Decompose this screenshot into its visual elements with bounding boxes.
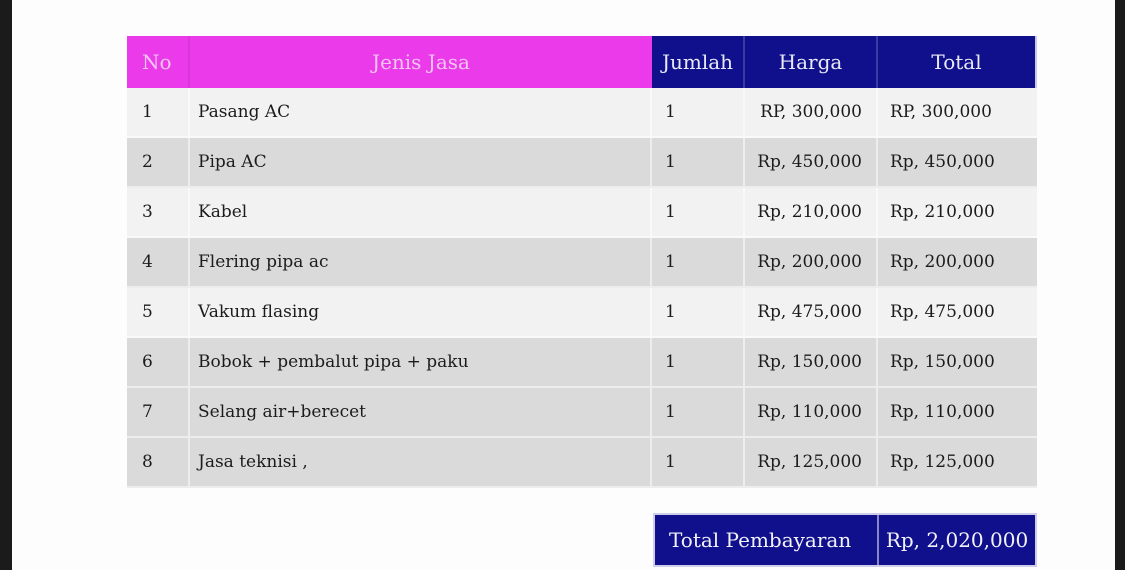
left-black-bar (0, 0, 12, 570)
row-harga-cell: Rp, 110,000 (745, 388, 878, 438)
row-harga-cell: Rp, 200,000 (745, 238, 878, 288)
row-jumlah-cell: 1 (652, 438, 745, 488)
row-no-cell: 8 (127, 438, 190, 488)
row-jenis-cell: Jasa teknisi , (190, 438, 652, 488)
row-total-cell: RP, 300,000 (878, 88, 1037, 138)
row-jumlah-cell: 1 (652, 238, 745, 288)
row-no-cell: 2 (127, 138, 190, 188)
header-no: No (127, 36, 190, 88)
row-jenis-cell: Pasang AC (190, 88, 652, 138)
table-body (127, 88, 1037, 488)
row-total-cell: Rp, 110,000 (878, 388, 1037, 438)
table-row (127, 238, 1037, 288)
row-jumlah-cell: 1 (652, 338, 745, 388)
row-no-cell: 5 (127, 288, 190, 338)
total-footer (653, 513, 1037, 567)
table-row (127, 388, 1037, 438)
header-harga: Harga (745, 36, 878, 88)
row-total-cell: Rp, 125,000 (878, 438, 1037, 488)
row-jumlah-cell: 1 (652, 88, 745, 138)
row-jenis-cell: Pipa AC (190, 138, 652, 188)
total-pembayaran-label: Total Pembayaran (655, 515, 879, 565)
row-jumlah-cell: 1 (652, 188, 745, 238)
header-jumlah: Jumlah (652, 36, 745, 88)
row-harga-cell: Rp, 475,000 (745, 288, 878, 338)
row-total-cell: Rp, 210,000 (878, 188, 1037, 238)
header-total: Total (878, 36, 1037, 88)
table-row (127, 438, 1037, 488)
table-row (127, 138, 1037, 188)
row-jumlah-cell: 1 (652, 288, 745, 338)
row-jenis-cell: Bobok + pembalut pipa + paku (190, 338, 652, 388)
row-harga-cell: Rp, 125,000 (745, 438, 878, 488)
row-jenis-cell: Vakum flasing (190, 288, 652, 338)
table-row (127, 188, 1037, 238)
row-total-cell: Rp, 150,000 (878, 338, 1037, 388)
row-jenis-cell: Kabel (190, 188, 652, 238)
total-pembayaran-value: Rp, 2,020,000 (885, 528, 1029, 552)
row-harga-cell: Rp, 210,000 (745, 188, 878, 238)
row-total-cell: Rp, 200,000 (878, 238, 1037, 288)
row-total-cell: Rp, 450,000 (878, 138, 1037, 188)
row-no-cell: 7 (127, 388, 190, 438)
row-jumlah-cell: 1 (652, 388, 745, 438)
row-harga-cell: RP, 300,000 (745, 88, 878, 138)
right-black-bar (1115, 0, 1125, 570)
table-row (127, 288, 1037, 338)
invoice-table (127, 36, 1037, 488)
row-harga-cell: Rp, 450,000 (745, 138, 878, 188)
row-jenis-cell: Selang air+berecet (190, 388, 652, 438)
table-row (127, 88, 1037, 138)
table-header-row (127, 36, 1037, 88)
row-no-cell: 1 (127, 88, 190, 138)
row-harga-cell: Rp, 150,000 (745, 338, 878, 388)
table-row (127, 338, 1037, 388)
header-jenis-jasa: Jenis Jasa (190, 36, 652, 88)
row-no-cell: 4 (127, 238, 190, 288)
row-no-cell: 3 (127, 188, 190, 238)
row-total-cell: Rp, 475,000 (878, 288, 1037, 338)
invoice-table-container (127, 36, 1037, 488)
row-jumlah-cell: 1 (652, 138, 745, 188)
row-jenis-cell: Flering pipa ac (190, 238, 652, 288)
row-no-cell: 6 (127, 338, 190, 388)
